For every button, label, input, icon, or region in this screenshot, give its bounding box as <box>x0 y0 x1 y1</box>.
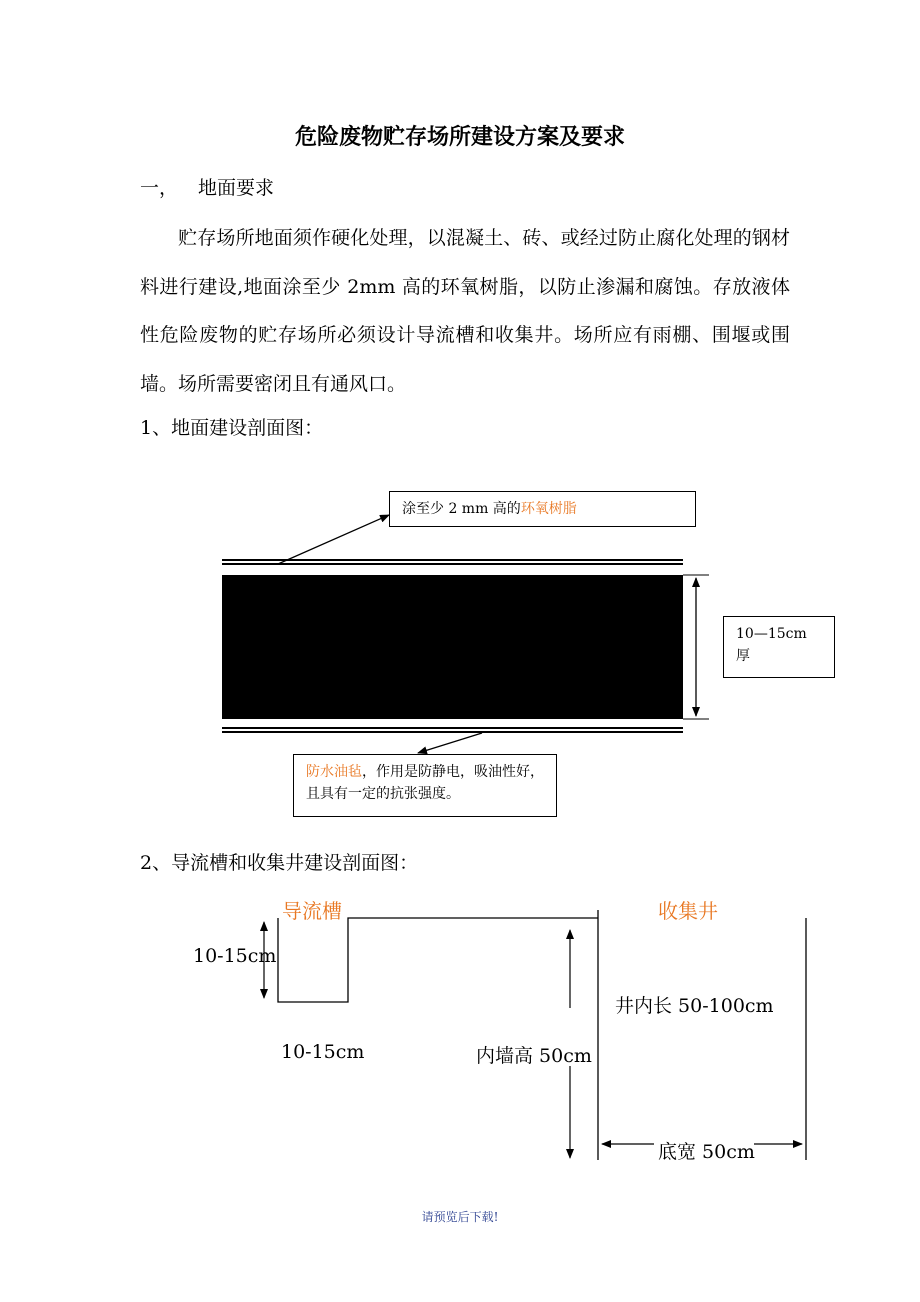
trench-outline <box>278 918 598 1002</box>
subheading-trench-section: 2、导流槽和收集井建设剖面图： <box>140 852 419 874</box>
footer-note: 请预览后下载! <box>421 1210 499 1224</box>
trench-title: 导流槽 <box>282 899 342 923</box>
section-label: 地面要求 <box>198 177 275 199</box>
subheading-floor-section: 1、地面建设剖面图： <box>140 417 324 439</box>
thickness-value: 10—15cm <box>736 626 807 642</box>
bottom-width-label: 底宽 50cm <box>658 1141 755 1163</box>
paragraph-text: 贮存场所地面须作硬化处理，以混凝土、砖、或经过防止腐化处理的钢材料进行建设,地面涂至少 2mm 高的环氧树脂，以防止渗漏和腐蚀。存放液体性危险废物的贮存场所必须设计导流槽和收集井。场所应有雨棚、围堰或围墙。场所需要密闭且有通风口。 <box>140 227 790 395</box>
trench-depth-label: 10-15cm <box>193 945 277 967</box>
resin-callout-highlight: 环氧树脂 <box>520 501 577 517</box>
resin-callout-text: 涂至少 2 mm 高的 <box>402 501 521 517</box>
section-number: 一， <box>140 177 179 199</box>
felt-callout-highlight: 防水油毡 <box>306 764 362 780</box>
thickness-unit: 厚 <box>736 648 750 664</box>
document-title: 危险废物贮存场所建设方案及要求 <box>294 124 625 150</box>
well-title: 收集井 <box>658 899 718 923</box>
felt-callout-text: ，作用是防静电，吸油性好，且具有一定的抗张强度。 <box>306 764 544 802</box>
inner-wall-height-label: 内墙高 50cm <box>476 1045 592 1067</box>
well-length-label: 井内长 50-100cm <box>615 995 774 1017</box>
trench-width-label: 10-15cm <box>281 1041 365 1063</box>
